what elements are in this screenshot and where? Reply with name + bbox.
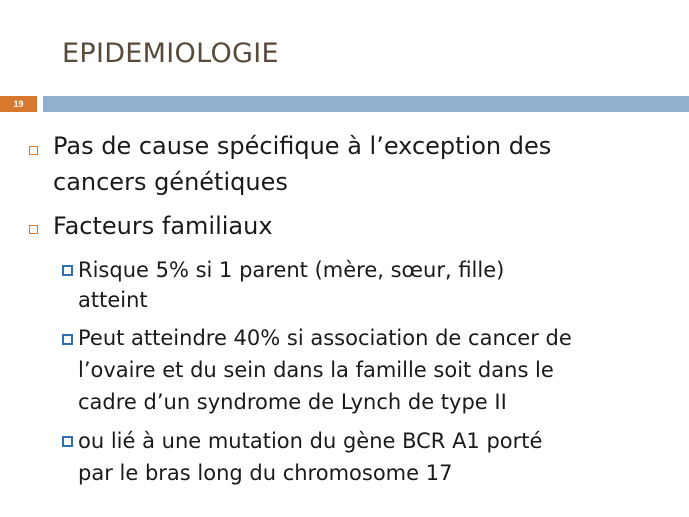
bullet-text-line: cancers génétiques xyxy=(53,168,288,196)
sub-bullet-text-line: Peut atteindre 40% si association de cancer de xyxy=(78,326,572,350)
square-bullet-icon xyxy=(29,225,38,234)
square-sub-bullet-icon xyxy=(62,436,73,447)
sub-bullet-text-line: Risque 5% si 1 parent (mère, sœur, fille) xyxy=(78,258,505,282)
title-divider-bar xyxy=(43,96,689,112)
sub-bullet-text-line: par le bras long du chromosome 17 xyxy=(78,461,453,485)
slide-title: EPIDEMIOLOGIE xyxy=(62,38,279,69)
square-sub-bullet-icon xyxy=(62,334,73,345)
sub-bullet-text-line: cadre d’un syndrome de Lynch de type II xyxy=(78,390,507,414)
square-bullet-icon xyxy=(29,146,38,155)
page-number: 19 xyxy=(0,96,37,112)
bullet-text-line: Facteurs familiaux xyxy=(53,212,273,240)
sub-bullet-text-line: atteint xyxy=(78,288,148,312)
square-sub-bullet-icon xyxy=(62,265,73,276)
sub-bullet-text-line: l’ovaire et du sein dans la famille soit dans le xyxy=(78,358,554,382)
bullet-text-line: Pas de cause spécifique à l’exception des xyxy=(53,132,552,160)
sub-bullet-text-line: ou lié à une mutation du gène BCR A1 porté xyxy=(78,429,543,453)
